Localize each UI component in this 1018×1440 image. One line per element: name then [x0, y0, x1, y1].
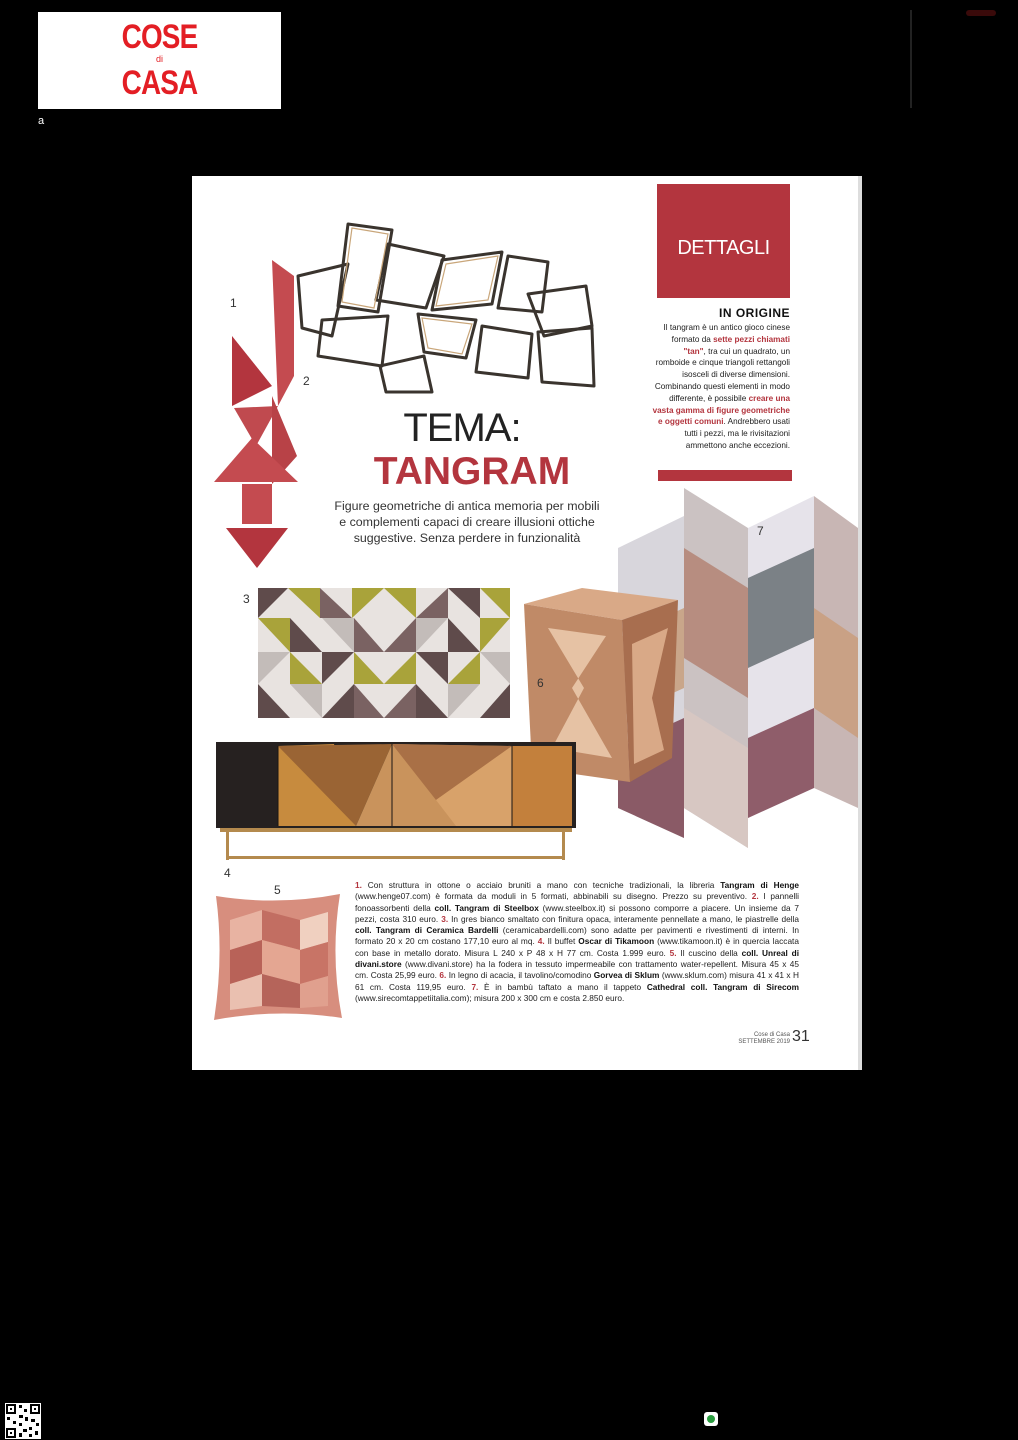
qr-code-icon[interactable]	[5, 1403, 41, 1439]
top-mark: a	[38, 115, 45, 127]
magazine-page	[192, 176, 858, 1070]
page-edge	[858, 176, 862, 1070]
subtitle: Figure geometriche di antica memoria per mobili e complementi capaci di creare illusioni ottiche suggestive. Senza perdere in funzionalità	[334, 499, 600, 545]
cose-di-casa-logo	[38, 12, 281, 109]
page-number: 31	[792, 1028, 810, 1045]
item-number-1: 1	[230, 296, 237, 310]
logo-casa: CASA	[121, 64, 198, 102]
decor-mark	[966, 10, 996, 16]
logo-cose: COSE	[121, 18, 198, 56]
item-number-6: 6	[537, 676, 544, 690]
item-number-2: 2	[303, 374, 310, 388]
buffet-image	[216, 740, 576, 864]
title-tangram: TANGRAM	[373, 450, 571, 493]
item-number-4: 4	[224, 866, 231, 880]
footer-source: Cose di Casa SETTEMBRE 2019	[738, 1032, 790, 1045]
origin-text: Il tangram è un antico gioco cinese formato da sette pezzi chiamati "tan", tra cui un quadrato, un romboide e cinque triangoli rettangoli isosceli di diverse dimensioni. Combinando questi elementi in modo differente, è possibile creare una vasta gamma di figure geometriche e oggetti comuni. Andrebbero usati tutti i pezzi, ma le rivisitazioni ammettono anche eccezioni.	[652, 323, 790, 450]
cushion-image	[210, 890, 346, 1024]
title-tema: TEMA:	[403, 406, 521, 450]
dettagli-box	[657, 184, 790, 298]
accent-bar	[658, 470, 792, 481]
item-number-5: 5	[274, 883, 281, 897]
status-dot-icon	[707, 1415, 715, 1423]
tangram-shelf-image	[292, 216, 632, 396]
tangram-tiles-image	[258, 588, 510, 718]
tangram-arrow-image	[212, 256, 302, 576]
product-captions: 1. Con struttura in ottone o acciaio bruniti a mano con tecniche tradizionali, la libreria Tangram di Henge (www.henge07.com) è formata da moduli in 5 formati, abbinabili su disegno. Prezzo su preventivo. 2. I pannelli fonoassorbenti della coll. Tangram di Steelbox (www.steelbox.it) si possono comporre a piacere. Un insieme da 7 pezzi, costa 310 euro. 3. In gres bianco smaltato con finitura opaca, interamente pennellate a mano, le piastrelle della coll. Tangram di Ceramica Bardelli (ceramicabardelli.com) sono adatte per pavimenti e rivestimenti di interni. In formato 20 x 20 cm costano 177,10 euro al mq. 4. Il buffet Oscar di Tikamoon (www.tikamoon.it) è in quercia laccata con base in metallo dorato. Misura L 240 x P 48 x H 77 cm. Costa 1.999 euro. 5. Il cuscino della coll. Unreal di divani.store (www.divani.store) ha la fodera in tessuto impermeabile con trattamento water-repellent. Misura 45 x 45 cm. Costa 25,99 euro. 6. In legno di acacia, il tavolino/comodino Gorvea di Sklum (www.sklum.com) misura 41 x 41 x H 61 cm. Costa 119,95 euro. 7. È in bambù taftato a mano il tappeto Cathedral coll. Tangram di Sirecom (www.sirecomtappetiitalia.com); misura 200 x 300 cm e costa 2.850 euro.	[355, 880, 800, 1003]
logo-di: di	[155, 54, 163, 64]
dettagli-title: DETTAGLI	[677, 237, 770, 259]
item-number-7: 7	[757, 524, 764, 538]
divider-line	[910, 10, 912, 108]
origin-heading: IN ORIGINE	[718, 306, 790, 320]
item-number-3: 3	[243, 592, 250, 606]
